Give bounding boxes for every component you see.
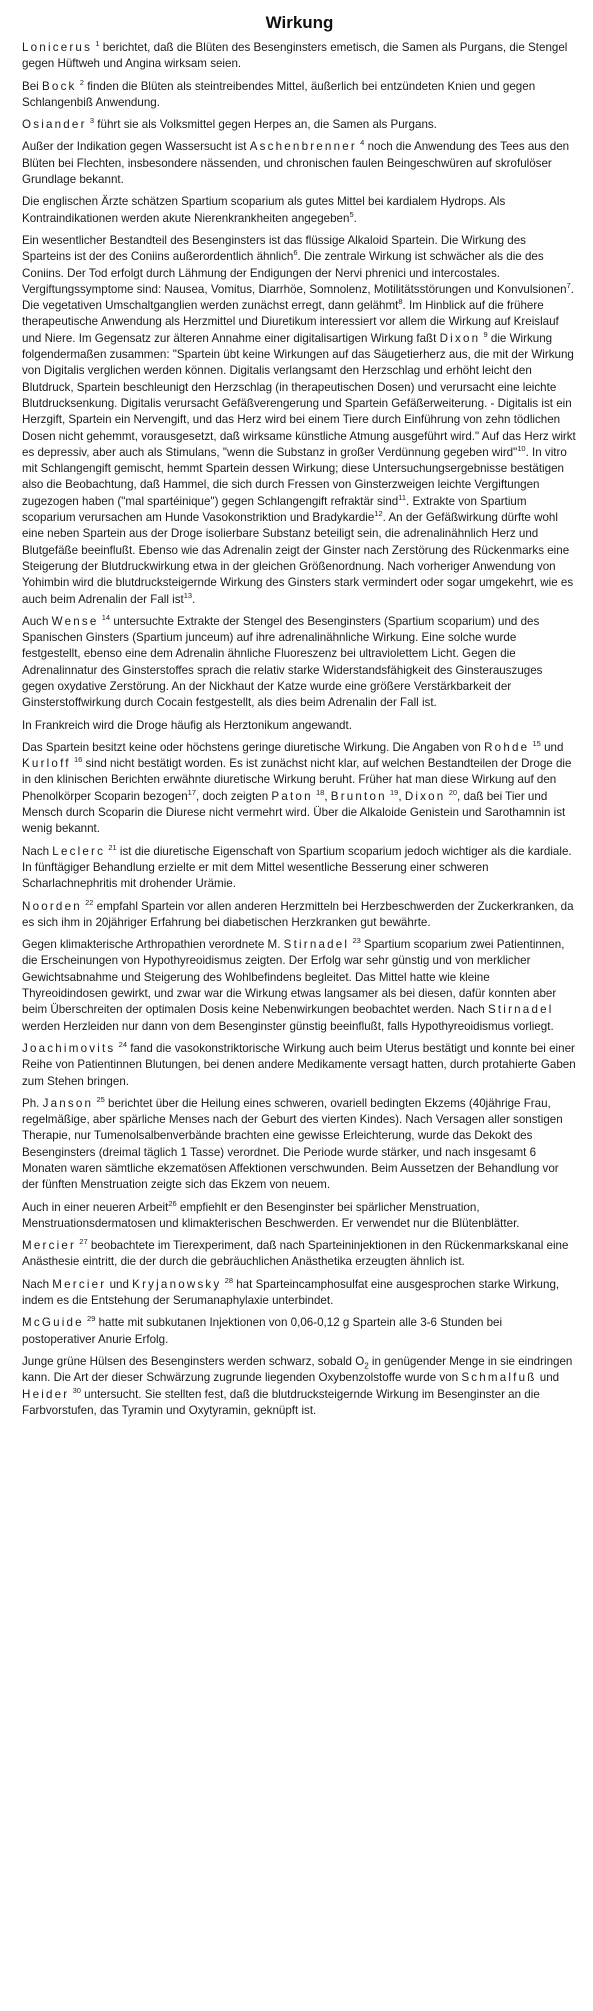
footnote-ref: 10 [517,443,526,453]
text-run: , [398,789,405,803]
footnote-ref: 8 [398,297,403,307]
text-run: sind nicht bestätigt worden. Es ist zunächst nicht klar, auf welchen Bestandteilen der Droge die in den klinischen Berichten erwähnte diuretische Wirkung beruht. Früher hat man diese Wirkung auf den Phenolkörper Scoparin bezogen [22,757,572,803]
text-run: , doch zeigten [196,789,272,803]
footnote-ref: 19 [390,787,399,797]
text-run: berichtet, daß die Blüten des Besenginsters emetisch, die Samen als Purgans, die Stengel gegen Hüftweh und Angina wirksam seien. [22,41,568,71]
text-run: werden Herzleiden nur dann von dem Besenginster günstig beeinflußt, falls Hypothyreoidismus vorliegt. [22,1019,554,1033]
text-run: Das Spartein besitzt keine oder höchstens geringe diuretische Wirkung. Die Angaben von [22,740,485,754]
footnote-ref: 4 [360,138,365,148]
author-name: Dixon [439,331,481,345]
author-name: Dixon [404,789,446,803]
paragraph [22,194,577,227]
text-run: Ein wesentlicher Bestandteil des Besenginsters ist das flüssige Alkaloid Spartein. Die Wirkung des Sparteins ist der des Coniins außerordentlich ähnlich [22,233,526,264]
text-run: Spartium scoparium zwei Patientinnen, die Erscheinungen von Hypothyreoidismus zeigten. Der Erfolg war sehr günstig und von merklicher Gewichtsabnahme und Steigerung des Wohlbefindens begleitet. Das Mittel hatte wie kleine Thyreoidindosen gewirkt, und zwar war die Wirkung etwas langsamer als bei diesen, dafür konnten aber beim Überschreiten der optimalen Dosis keine Nebenwirkungen beobachtet werden. Nach [22,938,565,1017]
footnote-ref: 18 [315,787,325,797]
author-name: Rohde [484,740,530,754]
footnote-ref: 27 [79,1237,88,1247]
footnote-ref: 14 [101,612,111,622]
paragraph [22,1277,577,1310]
paragraph [22,718,577,734]
text-run: . Im Hinblick auf die frühere therapeutische Anwendung als Herzmittel und Diuretikum interessiert vor allem die Wirkung auf Kreislauf und Niere. Im Gegensatz zur älteren Annahme einer digitalisartigen Wirkung faßt [22,299,559,345]
text-run: Gegen klimakterische Arthropathien verordnete M. [22,938,284,952]
text-run: . Die vegetativen Umschaltganglien werden zunächst erregt, dann gelähmt [22,282,574,313]
footnote-ref: 1 [95,39,100,49]
paragraph [22,740,577,838]
text-run: und [540,740,564,754]
footnote-ref: 16 [73,755,83,765]
footnote-ref: 25 [96,1094,105,1104]
text-run: in genügender Menge in sie eindringen kann. Die Art der dieser Schwärzung zugrunde liegenden Oxybenzolstoffe wurde von [22,1354,573,1385]
author-name: Kryjanowsky [132,1277,222,1291]
section-title: Wirkung [265,13,334,32]
text-run: hat Sparteincamphosulfat eine ausgesprochen starke Wirkung, indem es die Entstehung der Serumanaphylaxie unterbindet. [22,1277,560,1308]
text-run: . [192,592,196,606]
footnote-ref: 22 [85,897,94,907]
text-run: . An der Gefäßwirkung dürfte wohl eine neben Spartein aus der Droge isolierbare Substanz beteiligt sein, die adrenalinähnlich Herz und Blutgefäße beeinflußt. Ebenso wie das Adrenalin zeigt der Ginster nach Zerstörung des Rückenmarks eine Steigerung der Blutdruckwirkung etwa in der gleichen Größenordnung. Nach vorheriger Anwendung von Yohimbin wird die blutdrucksteigernde Wirkung des Ginsters stark vermindert oder sogar umgekehrt, wie es auch beim Adrenalin der Fall ist [22,511,574,606]
text-run: noch die Anwendung des Tees aus den Blüten bei Flechten, insbesondere nässenden, und chronischen faulen Beingeschwüren auf skrofulöser Grundlage bekannt. [22,140,570,187]
author-name: Mercier [22,1239,77,1253]
text-run: fand die vasokonstriktorische Wirkung auch beim Uterus bestätigt und konnte bei einer Reihe von Patientinnen Blutungen, bei denen andere Medikamente versagt hatten, durch protahierte Gaben zum Stehen bringen. [22,1041,576,1088]
author-name: Mercier [52,1277,107,1291]
text-run: die Wirkung folgendermaßen zusammen: "Spartein übt keine Wirkungen auf das Säugetierherz aus, die mit der Wirkung von Digitalis verglichen werden können. Digitalis verlangsamt den Herzschlag und erhöht leicht den Blutdruck, Spartein beschleunigt den Herzschlag (in therapeutischen Dosen) und verursacht eine leichte Blutdrucksenkung. Digitalis verursacht Gefäßverengerung und Spartein Gefäßerweiterung. - Digitalis ist ein Herzgift, Spartein ein Nervengift, und das Herz wird bei einem Tiere durch Einführung von zehn tödlichen Dosen nicht gehemmt, vorausgesetzt, daß wirksame künstliche Atmung ausgeführt wird." Auf das Herz wirkt es depressiv, aber auch als Stimulans, "wenn die Substanz in großer Verdünnung gegeben wird" [22,331,576,459]
author-name: Brunton [330,789,387,803]
text-run: Ph. [22,1096,43,1110]
author-name: Lonicerus [22,41,93,54]
text-run: Auch in einer neueren Arbeit [22,1200,169,1214]
author-name: Bock [41,79,77,93]
paragraph [22,899,577,932]
footnote-ref: 13 [183,590,193,600]
text-run: Junge grüne Hülsen des Besenginsters werden schwarz, sobald O [22,1354,365,1368]
footnote-ref: 29 [87,1314,96,1324]
text-run: und [536,1371,560,1385]
author-name: Aschenbrenner [249,140,357,154]
text-run: . Die zentrale Wirkung ist schwächer als die des Coniins. Der Tod erfolgt durch Lähmung der Endigungen der Nervi phrenici und intercostales. Vergiftungssymptome sind: Nausea, Vomitus, Diarrhöe, Somnolenz, Motilitätsstörungen und Konvulsionen [22,250,567,296]
text-run: Die englischen Ärzte schätzen Spartium scoparium als gutes Mittel bei kardialem Hydrops. Als Kontraindikationen werden akute Nierenkrankheiten angegeben [22,195,506,225]
paragraph [22,117,577,133]
author-name: Joachimovits [22,1041,116,1055]
footnote-ref: 30 [72,1385,81,1395]
text-run: beobachtete im Tierexperiment, daß nach Sparteininjektionen in den Rückenmarkskanal eine Anästhesie eintritt, die der durch die gebräuchlichen Anästhetika erzeugten ähnlich ist. [22,1239,569,1269]
paragraph [22,614,577,712]
paragraph [22,1200,577,1233]
footnote-ref: 28 [224,1275,234,1285]
text-run: . [353,211,357,225]
text-run: Außer der Indikation gegen Wassersucht ist [22,140,250,154]
footnote-ref: 5 [349,209,354,219]
text-run: und [106,1277,133,1291]
author-name: Leclerc [52,844,106,858]
footnote-ref: 21 [108,842,117,852]
text-run: In Frankreich wird die Droge häufig als Herztonikum angewandt. [22,718,352,732]
paragraph [22,1041,577,1090]
footnote-ref: 20 [448,787,458,797]
paragraph [22,1315,577,1348]
text-run: ist die diuretische Eigenschaft von Spartium scoparium jedoch wichtiger als die kardiale. In fünftägiger Behandlung erzielte er mit dem Mittel wesentliche Besserung einer schweren Scharlachnephritis mit drohender Urämie. [22,844,572,891]
paragraph [22,1096,577,1194]
footnote-ref: 3 [89,116,95,126]
text-run: Nach [22,844,53,858]
author-name: Noorden [22,899,82,913]
paragraph [22,1354,577,1419]
text-run: . Extrakte von Spartium scoparium verursachen am Hunde Vasokonstriktion und Bradykardie [22,494,527,525]
author-name: Paton [271,789,313,803]
text-run: empfahl Spartein vor allen anderen Herzmitteln bei Herzbeschwerden der Zuckerkranken, da es sich ihm in 20jähriger Erfahrung bei diabetischen Herzkranken gut bewährte. [22,899,574,929]
text-run: Bei [22,79,42,93]
text-run: führt sie als Volksmittel gegen Herpes an, die Samen als Purgans. [94,118,437,132]
author-name: Stirnadel [487,1003,554,1017]
author-name: Janson [42,1096,94,1110]
paragraph [22,233,577,608]
paragraph [22,139,577,188]
text-run: , daß bei Tier und Mensch durch Scoparin die Diurese nicht vermehrt wird. Über die Alkaloide Genistein und Sarothamnin ist wenig bekannt. [22,789,566,836]
text-run: untersucht. Sie stellten fest, daß die blutdrucksteigernde Wirkung im Besenginster an die Farbvorstufen, das Tyramin und Oxytyramin, geknüpft ist. [22,1387,540,1417]
footnote-ref: 26 [168,1198,177,1208]
author-name: McGuide [22,1316,84,1330]
author-name: Schmalfuß [461,1371,537,1385]
author-name: Stirnadel [283,938,350,952]
paragraph [22,40,577,73]
text-run: , [324,789,331,803]
footnote-ref: 2 [79,77,84,87]
footnote-ref: 7 [566,281,571,290]
paragraph [22,79,577,112]
text-run: finden die Blüten als steintreibendes Mittel, äußerlich bei entzündeten Knien und gegen Schlangenbiß Anwendung. [22,79,536,109]
author-name: Osiander [22,118,87,132]
footnote-ref: 24 [118,1040,127,1050]
footnote-ref: 12 [374,509,383,519]
footnote-ref: 11 [398,492,407,502]
text-run: empfiehlt er den Besenginster bei spärlicher Menstruation, Menstruationsdermatosen und klimakterischen Beschwerden. Er verwendet nur die Blütenblätter. [22,1200,520,1230]
paragraph [22,937,577,1035]
text-run: Auch [22,614,52,628]
footnote-ref: 23 [352,936,361,946]
paragraph [22,844,577,893]
author-name: Heider [22,1387,70,1401]
text-run: . In vitro mit Schlangengift gemischt, hemmt Spartein dessen Wirkung; diese Untersuchungsergebnisse bestätigen also die Beobachtung, daß Hammel, die sich durch Fressen von Ginsterzweigen leichte Vergiftungen zugezogen haben ("mal spartéinique") gegen Schlangengift refraktär sind [22,445,567,508]
text-run: untersuchte Extrakte der Stengel des Besenginsters (Spartium scoparium) und des Spanischen Ginsters (Spartium junceum) auf ihre adrenalinähnliche Wirkung. Eine solche wurde festgestellt, ebenso eine dem Adrenalin ähnliche Fluoreszenz bei ultraviolettem Licht. Gegen die Adrenalinnatur des Ginsterstoffes sprach die relativ starke Widerstandsfähigkeit des Ginsterauszuges gegen oxydative Zerstörung. An der Nickhaut der Katze wurde eine größere Verstärkbarkeit der Ginsterstoffwirkung durch Cocain festgestellt, als dies beim Adrenalin der Fall ist. [22,614,543,710]
text-run: berichtet über die Heilung eines schweren, ovariell bedingten Ekzems (40jährige Frau, regelmäßige, aber spärliche Menses nach der Geburt des vierten Kindes). Nach Versagen aller sonstigen Therapie, nur Tumenolsalbenverbände brachten eine gewisse Erleichterung, wurde das Dekokt des Besenginsters (dreimal täglich 1 Tasse) verordnet. Die Periode wurde stärker, und nach insgesamt 6 Monaten waren sämtliche ekzematösen Affektionen verschwunden. Beim Aussetzen der Behandlung vor der fünften Menstruation zeigte sich das Ekzem von neuem. [22,1096,563,1192]
footnote-ref: 6 [293,248,298,258]
document-body [22,40,577,1419]
footnote-ref: 9 [483,329,488,339]
text-run: hatte mit subkutanen Injektionen von 0,06-0,12 g Spartein alle 3-6 Stunden bei postoperativer Anurie Erfolg. [22,1316,503,1346]
author-name: Kurloff [22,757,71,771]
paragraph [22,1238,577,1271]
footnote-ref: 17 [187,787,196,797]
author-name: Wense [51,614,99,628]
footnote-ref: 15 [532,739,541,749]
subscript: 2 [364,1361,369,1371]
text-run: Nach [22,1277,53,1291]
